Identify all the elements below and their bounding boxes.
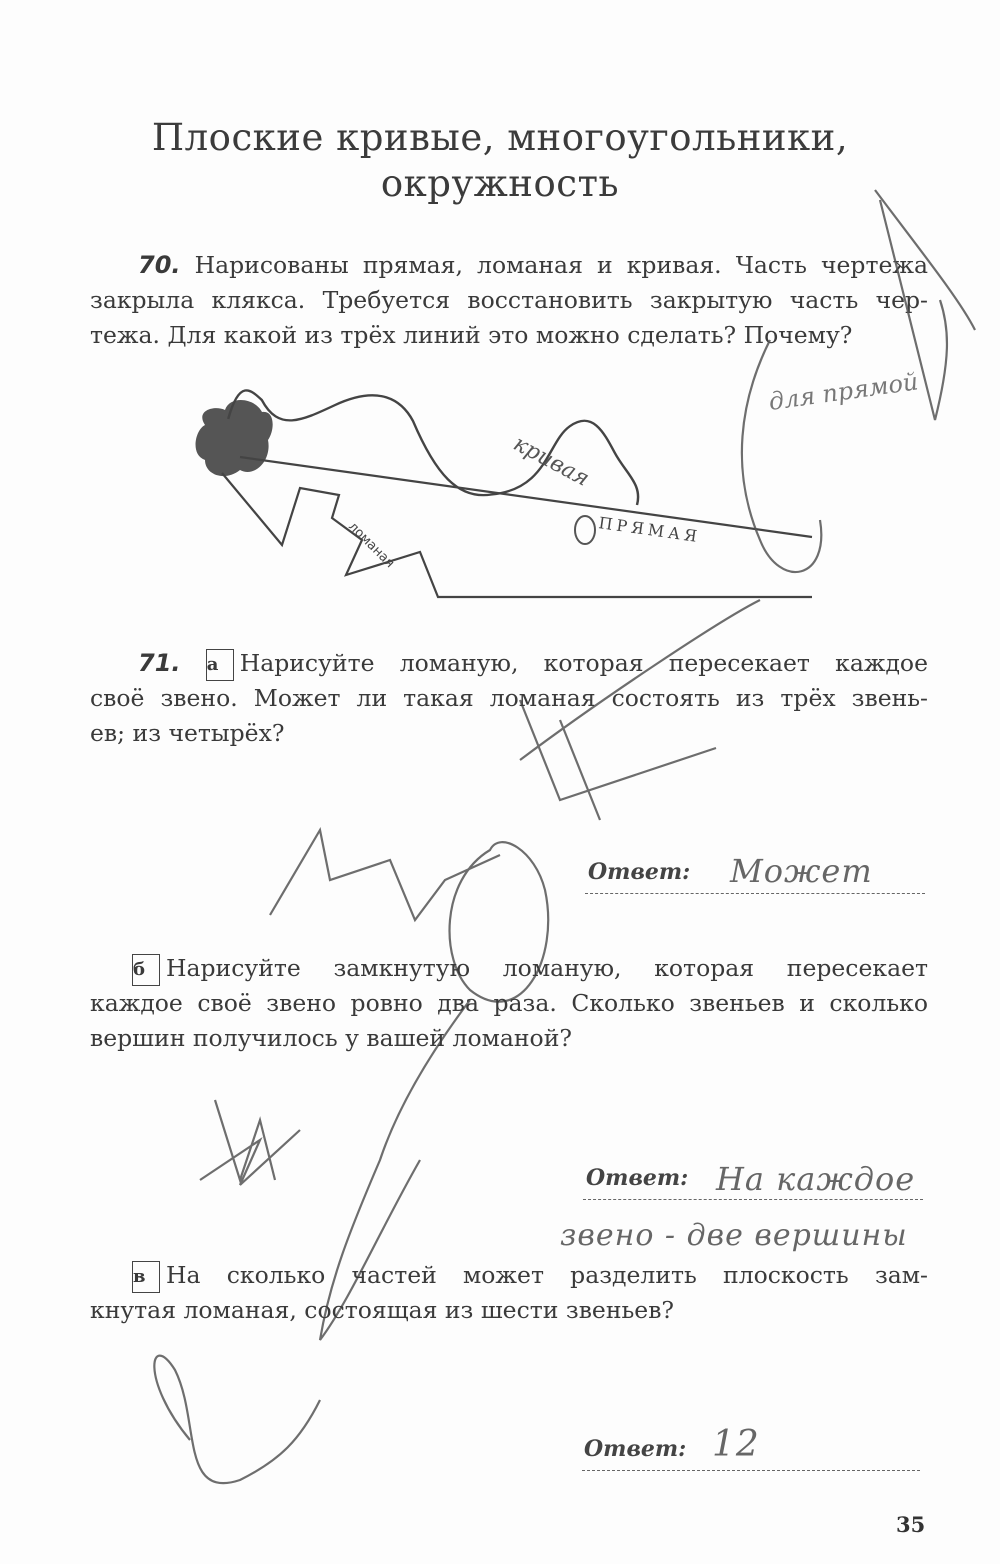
task71b-line-1: б Нарисуйте замкнутую ломаную, которая пересекает [132,953,928,986]
task71c-line-2: кнутая ломаная, состоящая из шести звеньев? [90,1296,675,1324]
handwritten-answer-b-line-1: На каждое [716,1160,916,1198]
section-title-line-2: окружность [380,162,620,205]
task71a-line-2: своё звено. Может ли такая ломаная состоять из трёх звень- [90,684,928,712]
ink-blot [196,400,273,476]
answer-label-a: Ответ: [588,859,691,885]
answer-label-b: Ответ: [586,1165,689,1191]
task-number: 70. [138,251,181,279]
subtask-marker-b: б [132,954,160,986]
task71b-line-2: каждое своё звено ровно два раза. Сколько звеньев и сколько [90,989,928,1017]
section-title-line-1: Плоские кривые, многоугольники, [151,116,849,159]
page-number: 35 [896,1512,926,1537]
handwritten-answer-c: 12 [712,1424,760,1465]
answer-line-a [585,893,925,894]
task70-line-1: 70. Нарисованы прямая, ломаная и кривая. Часть чертежа [138,251,928,279]
task71c-line-1: в На сколько частей может разделить плоскость зам- [132,1260,928,1293]
answer-label-c: Ответ: [584,1436,687,1462]
handwritten-answer-b-line-2: звено - две вершины [560,1218,908,1253]
handwritten-answer-70: для прямой [766,367,920,416]
label-polyline: ломаная [345,519,398,572]
task71b-line-3: вершин получилось у вашей ломаной? [90,1024,572,1052]
answer-line-c [582,1470,920,1471]
task71a-line-3: ев; из четырёх? [90,719,285,747]
subtask-marker-a: а [206,649,234,681]
straight-line [240,457,812,537]
label-curve: кривая [509,431,594,492]
handwritten-answer-a: Может [730,852,873,890]
task-number: 71. [138,649,181,677]
answer-line-b [583,1199,923,1200]
polyline [222,473,812,597]
task71a-line-1: 71. а Нарисуйте ломаную, которая пересекает каждое [138,648,928,681]
subtask-marker-c: в [132,1261,160,1293]
task70-line-2: закрыла клякса. Требуется восстановить закрытую часть чер- [90,286,928,314]
task70-line-3: тежа. Для какой из трёх линий это можно сделать? Почему? [90,321,853,349]
label-line: ПРЯМАЯ [597,513,703,547]
